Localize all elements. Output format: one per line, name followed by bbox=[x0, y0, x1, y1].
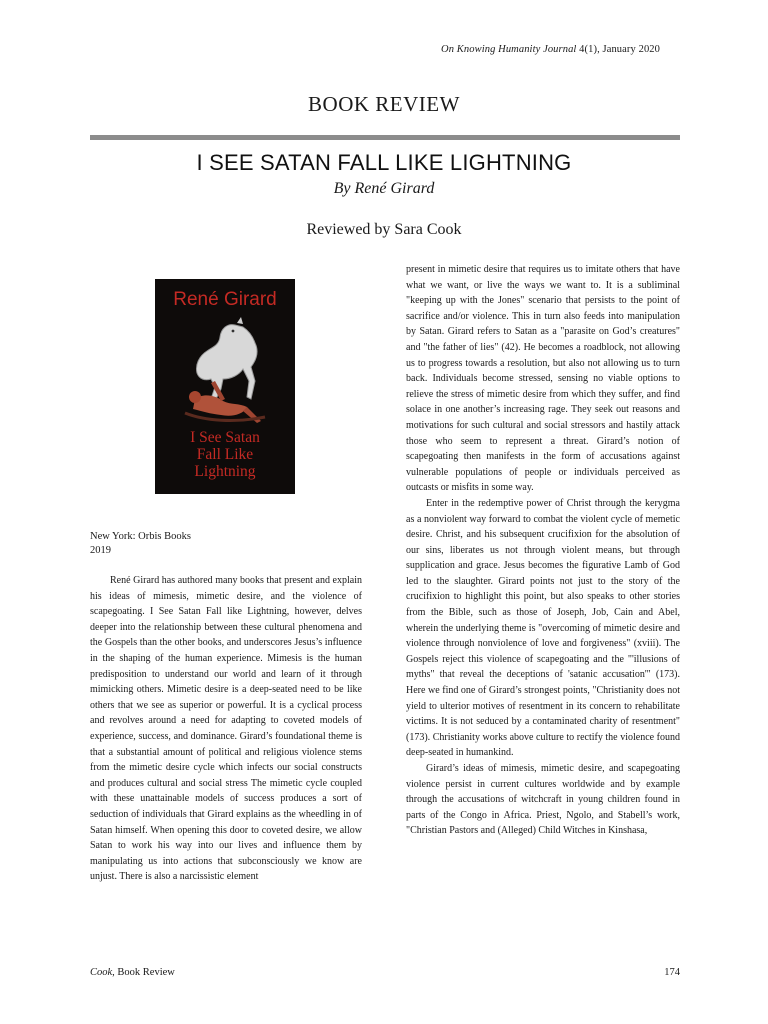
publisher: New York: Orbis Books bbox=[90, 531, 191, 542]
publication-info bbox=[90, 530, 362, 558]
body-paragraph: René Girard has authored many books that present and explain his ideas of mimesis, mimetic desire, and the violence of scapegoating. I See Satan Fall like Lightning, however, delves deeper into the relationship between these cultural phenomena and the Gospels than the other books, and underscores Jesus’s influence in the shaping of the human experience. Mimesis is the human predisposition to understand our world and learn of it through mimicking others. Mimetic desire is a deep-seated need to be like others that we see as superior or powerful. It is a cyclical process and revolves around a need for adapting to coveted models of experience, success, and dominance. Girard’s foundational theme is that a substantial amount of political and religious violence stems from the mimetic desire cycle which infects our social constructs and produces cultural and social stress The mimetic cycle coupled with these unattainable models of success produces a sort of seduction of individuals that Girard explains as the wheedling in of Satan himself. When opening this door to coveted desire, we allow Satan to work his way into our lives and influence them by manipulating us into actions that subconsciously we know are unjust. There is also a narcissistic element bbox=[90, 575, 362, 883]
section-title: BOOK REVIEW bbox=[308, 92, 460, 116]
reviewer-line: Reviewed by Sara Cook bbox=[306, 221, 462, 238]
title-divider bbox=[90, 135, 680, 140]
book-title: I SEE SATAN FALL LIKE LIGHTNING bbox=[196, 150, 572, 175]
body-paragraph: present in mimetic desire that requires us to imitate others that have what we want, or live the ways we want to. It is a subliminal "keeping up with the Jones" scenario that persists to the point of sacrifice and/or violence. This in turn also feeds into manipulation by Satan. Girard refers to Satan as a "parasite on God’s creatures" and "the father of lies" (42). He becomes a roadblock, not allowing us to progress towards a resolution, but also not allowing us to turn back. Individuals become stressed, sensing no viable options to relieve the stress of mimetic desire from which they suffer, and find solace in one another’s increasing rage. They seek out reasons and motivations for such cultural and social stressors and hastily attack those who seem to represent a threat. Girard’s notion of scapegoating then manifests in the form of accusations against vulnerable populations of people or individuals perceived as outcasts or misfits in some way. bbox=[406, 264, 680, 494]
right-column bbox=[406, 262, 680, 839]
book-author: By René Girard bbox=[333, 180, 435, 197]
body-paragraph: Girard’s ideas of mimesis, mimetic desire, and scapegoating violence persist in current cultures worldwide and by example through the accusations of witchcraft in young children found in parts of the Congo in Africa. Priest, Ngolo, and Stabell’s work, "Christian Pastors and (Alleged) Child Witches in Kinshasa, bbox=[406, 763, 680, 837]
cover-title-line: Fall Like bbox=[196, 446, 254, 463]
left-column bbox=[90, 573, 362, 885]
cover-title-line: I See Satan bbox=[190, 429, 260, 446]
footer-author: Cook bbox=[90, 967, 113, 978]
journal-header bbox=[441, 44, 660, 55]
journal-name: On Knowing Humanity Journal bbox=[441, 44, 577, 55]
cover-author: René Girard bbox=[173, 289, 277, 310]
cover-title-line: Lightning bbox=[194, 463, 256, 480]
footer-section: , Book Review bbox=[112, 967, 175, 978]
book-cover-image bbox=[155, 279, 295, 494]
body-paragraph: Enter in the redemptive power of Christ through the kerygma as a nonviolent way forward to combat the violent cycle of memetic desire. Christ, and his subsequent crucifixion for the absolution of our sins, liberates us not through violent means, but through supplication and grace. Jesus becomes the figurative Lamb of God led to the slaughter. Girard points not just to the story of the crucifixion to highlight this point, but also speaks to other stories from the Bible, such as those of Joseph, Job, Cain and Abel, wherein the underlying theme is "overcoming of mimetic desire and violence through nonviolence of love and forgiveness" (xviii). The Gospels reject this violence of scapegoating and the "'illusions of myths" that reveal the deceptions of 'satanic accusation'" (173). Here we find one of Girard’s strongest points, "Christianity does not yield to ulterior motives of resentment in its concern to rehabilitate victims. It is not seduced by a contaminated charity of resentment" (173). Christianity works above culture to rectify the violence found deep-seated in humankind. bbox=[406, 497, 680, 759]
footer-citation bbox=[90, 967, 175, 978]
publication-year: 2019 bbox=[90, 545, 111, 556]
cover-illustration bbox=[165, 317, 285, 432]
cover-title bbox=[155, 429, 295, 480]
journal-issue: 4(1), January 2020 bbox=[579, 44, 660, 55]
page-number: 174 bbox=[664, 967, 680, 978]
